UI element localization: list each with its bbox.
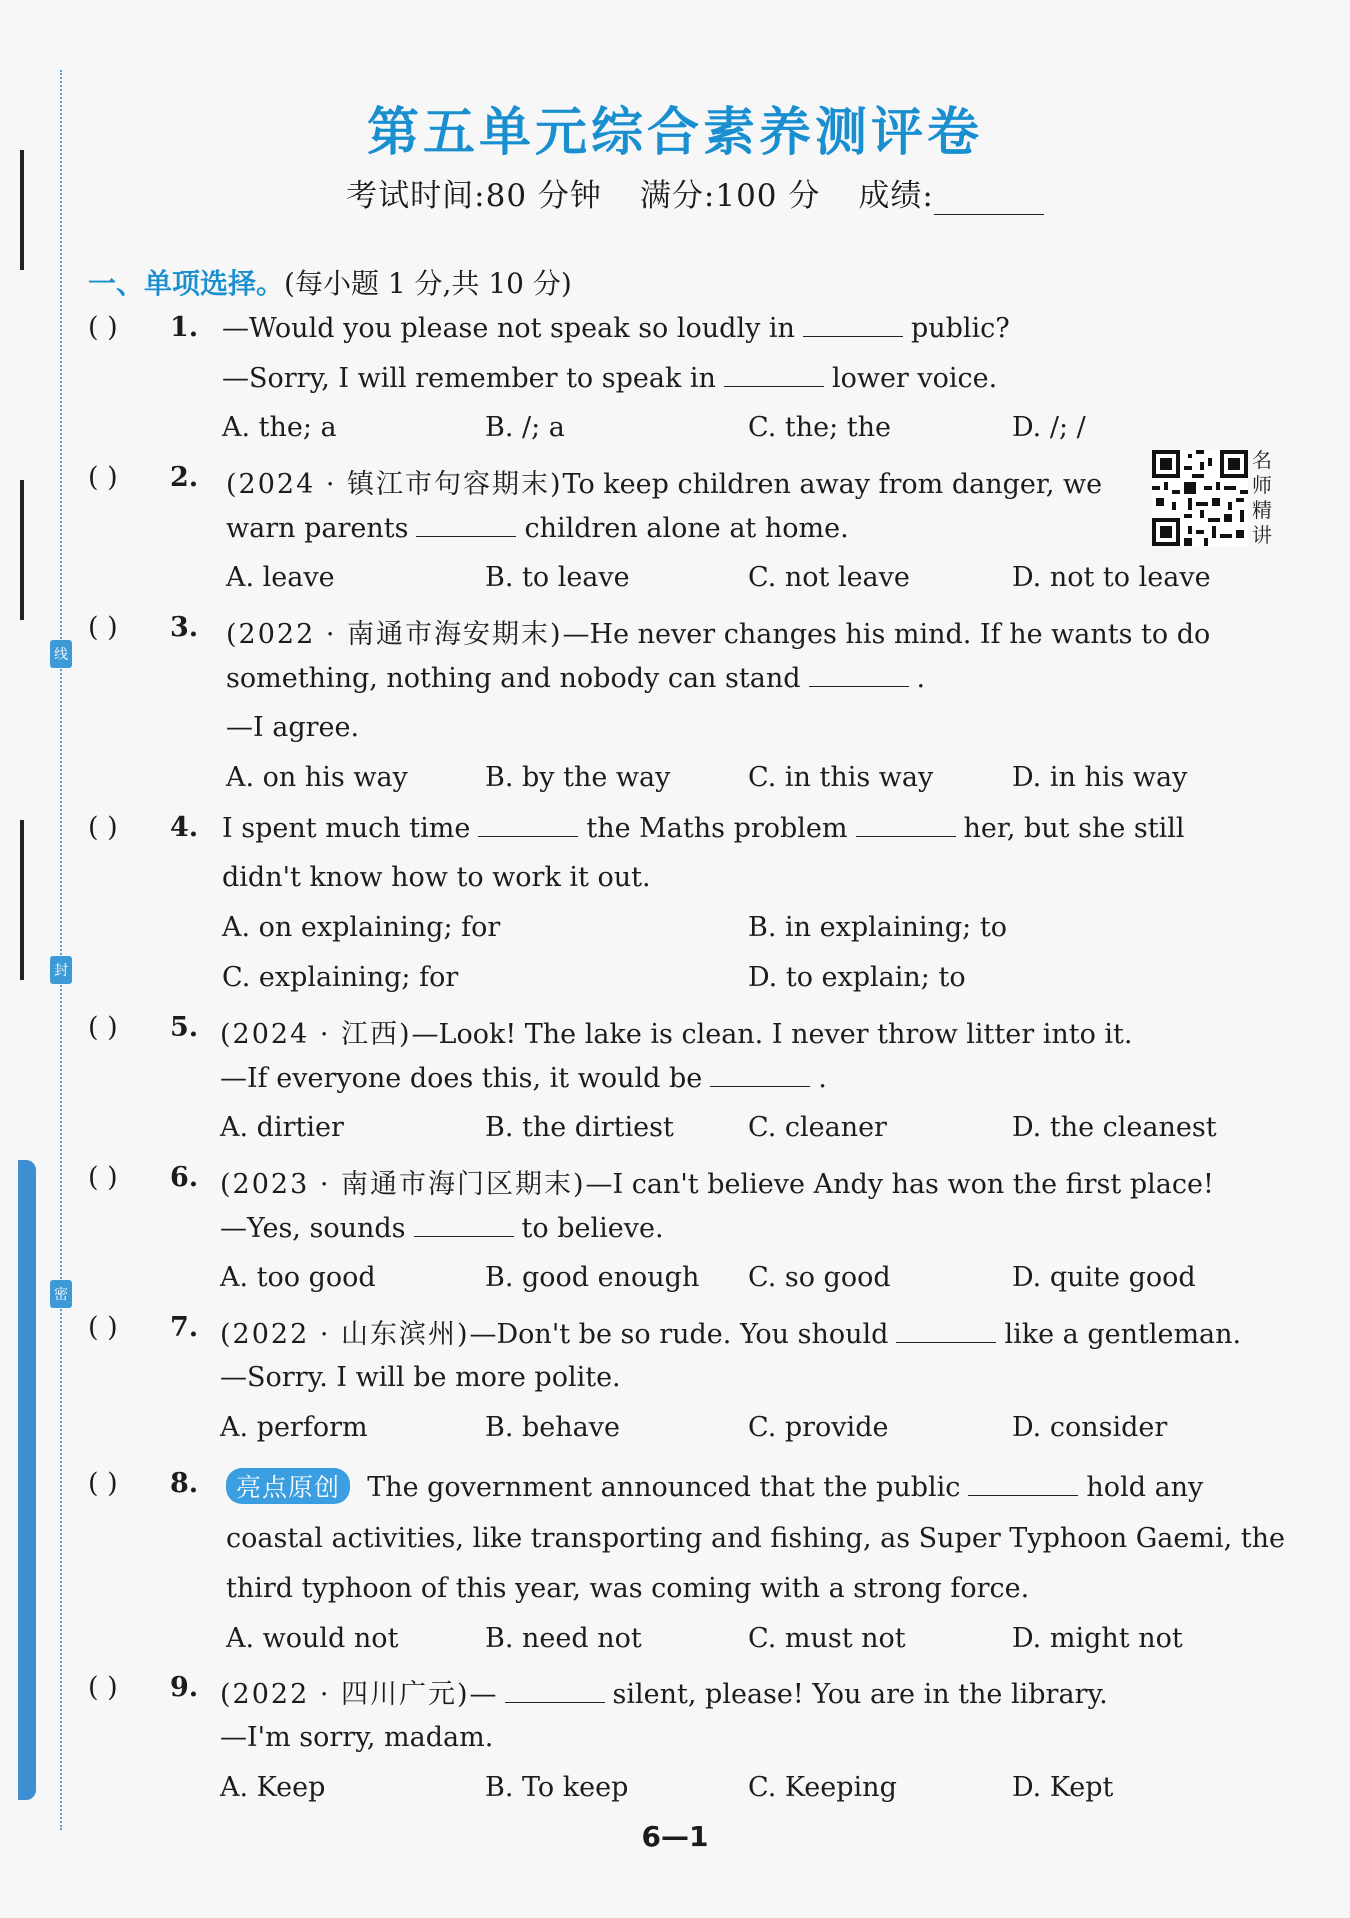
question-text: I spent much time — [222, 813, 471, 844]
question-line — [226, 662, 925, 694]
option-d: D. consider — [1012, 1412, 1168, 1443]
question-text: —If everyone does this, it would be — [220, 1063, 703, 1094]
option-c: C. not leave — [748, 562, 910, 593]
answer-blank[interactable] — [803, 312, 903, 337]
question-text: to believe. — [521, 1213, 664, 1244]
edge-color-band — [18, 1160, 36, 1800]
question-text: —Don't be so rude. You should — [469, 1319, 889, 1350]
qr-caption-char: 讲 — [1252, 523, 1272, 547]
full-score: 满分:100 分 — [639, 178, 821, 214]
question-line — [226, 512, 849, 544]
answer-blank[interactable] — [414, 1212, 514, 1237]
section-label: 一、单项选择。 — [88, 267, 285, 300]
option-b: B. /; a — [485, 412, 565, 443]
option-a: A. on his way — [226, 762, 408, 793]
question-text: —Yes, sounds — [220, 1213, 406, 1244]
binding-line — [60, 70, 62, 1830]
binding-tag-feng: 封 — [50, 956, 72, 984]
answer-blank[interactable] — [710, 1062, 810, 1087]
option-c: C. so good — [748, 1262, 891, 1293]
question-source: (2022 · 四川广元) — [220, 1679, 470, 1710]
option-c: C. explaining; for — [222, 962, 459, 993]
score-label: 成绩: — [858, 178, 934, 214]
answer-blank[interactable] — [505, 1678, 605, 1703]
option-b: B. need not — [485, 1623, 642, 1654]
question-line — [226, 462, 1102, 501]
binding-tag-mi: 密 — [50, 1280, 72, 1308]
question-number: 9. — [170, 1672, 199, 1703]
edge-mark — [20, 480, 24, 620]
question-line: —I agree. — [226, 712, 360, 743]
question-line — [220, 1162, 1214, 1201]
question-line: coastal activities, like transporting and fishing, as Super Typhoon Gaemi, the — [226, 1523, 1285, 1554]
option-a: A. leave — [226, 562, 335, 593]
question-text: —Sorry, I will remember to speak in — [222, 363, 716, 394]
answer-blank[interactable] — [724, 362, 824, 387]
option-a: A. would not — [226, 1623, 399, 1654]
question-text: The government announced that the public — [367, 1472, 961, 1503]
option-c: C. in this way — [748, 762, 934, 793]
option-c: C. Keeping — [748, 1772, 897, 1803]
option-b: B. to leave — [485, 562, 630, 593]
question-text: like a gentleman. — [1004, 1319, 1242, 1350]
option-a: A. perform — [220, 1412, 368, 1443]
question-line — [222, 812, 1185, 844]
option-c: C. cleaner — [748, 1112, 887, 1143]
section-note: (每小题 1 分,共 10 分) — [284, 267, 572, 300]
option-b: B. by the way — [485, 762, 671, 793]
question-source: (2024 · 江西) — [220, 1019, 412, 1050]
question-text: public? — [910, 313, 1010, 344]
answer-paren[interactable]: ( ) — [88, 612, 118, 643]
question-line — [222, 362, 997, 394]
question-line: third typhoon of this year, was coming with a strong force. — [226, 1573, 1030, 1604]
question-line: —Sorry. I will be more polite. — [220, 1362, 621, 1393]
question-number: 7. — [170, 1312, 199, 1343]
question-line — [220, 1212, 664, 1244]
answer-paren[interactable]: ( ) — [88, 1312, 118, 1343]
option-d: D. Kept — [1012, 1772, 1114, 1803]
question-text: —I can't believe Andy has won the first place! — [585, 1169, 1214, 1200]
qr-caption-char: 名 — [1252, 448, 1272, 472]
option-b: B. behave — [485, 1412, 620, 1443]
question-line — [220, 1312, 1241, 1351]
answer-paren[interactable]: ( ) — [88, 462, 118, 493]
option-a: A. Keep — [220, 1772, 326, 1803]
option-b: B. in explaining; to — [748, 912, 1007, 943]
option-d: D. the cleanest — [1012, 1112, 1217, 1143]
score-blank[interactable] — [934, 186, 1044, 215]
answer-blank[interactable] — [478, 812, 578, 837]
qr-caption — [1252, 448, 1276, 548]
binding-tag-xian: 线 — [50, 640, 72, 668]
highlight-original-badge: 亮点原创 — [226, 1468, 350, 1504]
option-d: D. might not — [1012, 1623, 1183, 1654]
option-d: D. in his way — [1012, 762, 1188, 793]
question-line — [220, 1012, 1133, 1051]
question-number: 4. — [170, 812, 199, 843]
option-d: D. quite good — [1012, 1262, 1196, 1293]
question-text: the Maths problem — [586, 813, 848, 844]
page-number: 6—1 — [641, 1820, 709, 1853]
answer-paren[interactable]: ( ) — [88, 1468, 118, 1499]
question-text: . — [916, 663, 926, 694]
option-c: C. provide — [748, 1412, 889, 1443]
answer-paren[interactable]: ( ) — [88, 1012, 118, 1043]
question-text: warn parents — [226, 513, 409, 544]
question-source: (2023 · 南通市海门区期末) — [220, 1169, 586, 1200]
option-c: C. the; the — [748, 412, 891, 443]
option-a: A. on explaining; for — [222, 912, 501, 943]
question-text: her, but she still — [963, 813, 1185, 844]
answer-blank[interactable] — [809, 662, 909, 687]
question-text: —Look! The lake is clean. I never throw litter into it. — [411, 1019, 1133, 1050]
question-line — [220, 1672, 1108, 1711]
answer-blank[interactable] — [416, 512, 516, 537]
question-text: lower voice. — [831, 363, 998, 394]
edge-mark — [20, 820, 24, 980]
question-number: 1. — [170, 312, 199, 343]
qr-code-icon[interactable] — [1152, 450, 1248, 546]
option-d: D. not to leave — [1012, 562, 1211, 593]
question-text: —Would you please not speak so loudly in — [222, 313, 795, 344]
page-title: 第五单元综合素养测评卷 — [366, 102, 983, 163]
question-line — [222, 312, 1010, 344]
question-source: (2022 · 山东滨州) — [220, 1319, 470, 1350]
question-line: —I'm sorry, madam. — [220, 1722, 494, 1753]
answer-paren[interactable]: ( ) — [88, 312, 118, 343]
exam-info — [0, 170, 1350, 215]
qr-caption-char: 师 — [1252, 473, 1272, 497]
question-number: 3. — [170, 612, 199, 643]
answer-blank[interactable] — [856, 812, 956, 837]
question-line — [220, 1062, 827, 1094]
option-b: B. To keep — [485, 1772, 629, 1803]
answer-blank[interactable] — [896, 1318, 996, 1343]
answer-paren[interactable]: ( ) — [88, 812, 118, 843]
exam-time: 考试时间:80 分钟 — [346, 178, 602, 214]
question-text: . — [818, 1063, 827, 1094]
question-text: To keep children away from danger, we — [562, 469, 1103, 500]
section-heading — [88, 262, 572, 302]
qr-caption-char: 精 — [1252, 498, 1272, 522]
question-number: 8. — [170, 1468, 199, 1499]
option-b: B. the dirtiest — [485, 1112, 674, 1143]
question-number: 2. — [170, 462, 199, 493]
option-a: A. dirtier — [220, 1112, 344, 1143]
question-line: didn't know how to work it out. — [222, 862, 651, 893]
answer-blank[interactable] — [968, 1471, 1078, 1496]
question-text: —He never changes his mind. If he wants to do — [562, 619, 1211, 650]
question-source: (2024 · 镇江市句容期末) — [226, 469, 563, 500]
question-text: something, nothing and nobody can stand — [226, 663, 801, 694]
question-line — [226, 1468, 1203, 1504]
question-source: (2022 · 南通市海安期末) — [226, 619, 563, 650]
option-a: A. the; a — [222, 412, 337, 443]
question-line — [226, 612, 1210, 651]
question-text: children alone at home. — [524, 513, 849, 544]
answer-paren[interactable]: ( ) — [88, 1672, 118, 1703]
answer-paren[interactable]: ( ) — [88, 1162, 118, 1193]
question-text: — — [469, 1679, 497, 1710]
question-number: 6. — [170, 1162, 199, 1193]
option-a: A. too good — [220, 1262, 376, 1293]
option-d: D. to explain; to — [748, 962, 966, 993]
question-text: silent, please! You are in the library. — [612, 1679, 1108, 1710]
option-d: D. /; / — [1012, 412, 1086, 443]
option-b: B. good enough — [485, 1262, 700, 1293]
option-c: C. must not — [748, 1623, 906, 1654]
question-text: hold any — [1086, 1472, 1204, 1503]
question-number: 5. — [170, 1012, 199, 1043]
